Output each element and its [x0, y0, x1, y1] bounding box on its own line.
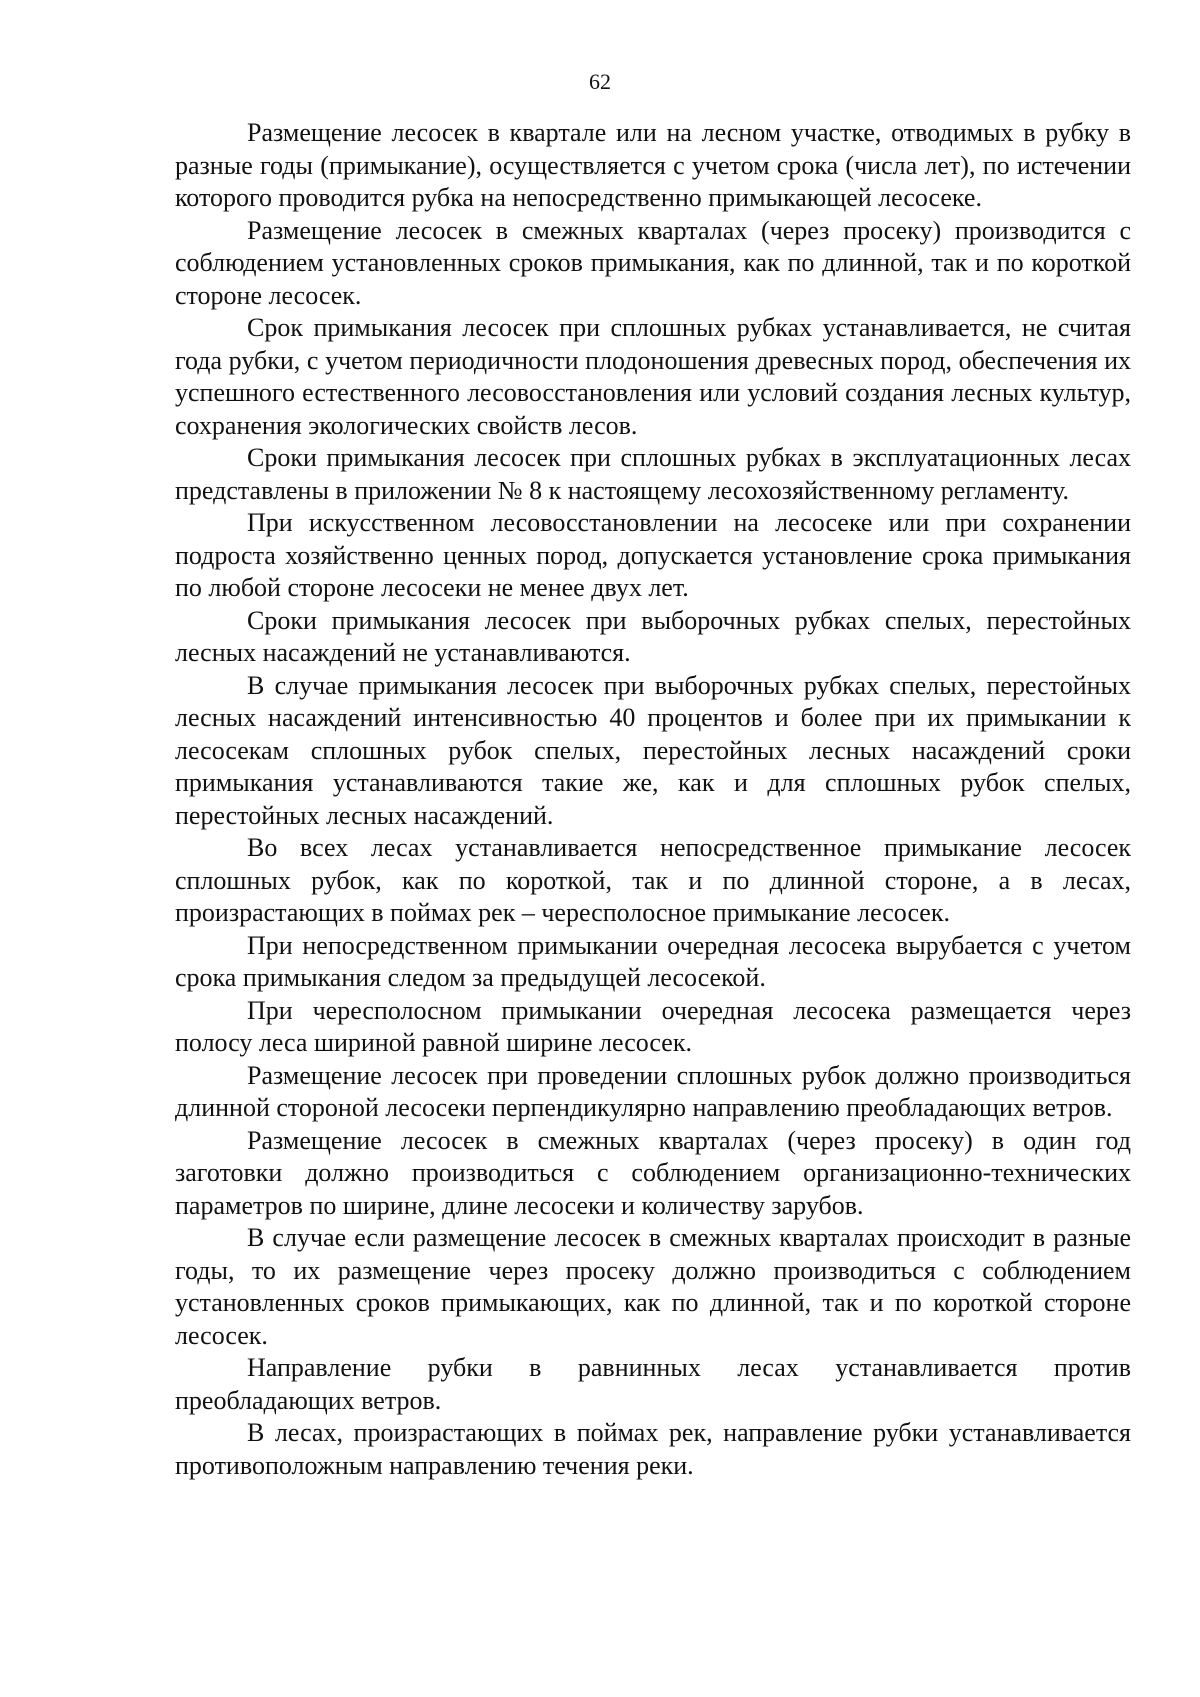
paragraph: Размещение лесосек в квартале или на лесном участке, отводимых в рубку в разные годы (примыкание), осуществляется с учетом срока (числа лет), по истечении которого проводится рубка на непосредственно примыкающей лесосеке. — [175, 118, 1131, 212]
paragraph: Срок примыкания лесосек при сплошных рубках устанавливается, не считая года рубки, с учетом периодичности плодоношения древесных пород, обеспечения их успешного естественного лесовосстановления или условий создания лесных культур, сохранения экологических свойств лесов. — [175, 313, 1131, 440]
paragraph: В лесах, произрастающих в поймах рек, направление рубки устанавливается противоположным направлению течения реки. — [175, 1418, 1131, 1480]
paragraph: В случае примыкания лесосек при выборочных рубках спелых, перестойных лесных насаждений интенсивностью 40 процентов и более при их примыкании к лесосекам сплошных рубок спелых, перестойных лесных насаждений сроки примыкания устанавливаются такие же, как и для сплошных рубок спелых, перестойных лесных насаждений. — [175, 670, 1131, 830]
page-number: 62 — [589, 69, 611, 94]
paragraph: Сроки примыкания лесосек при сплошных рубках в эксплуатационных лесах представлены в приложении № 8 к настоящему лесохозяйственному регламенту. — [175, 443, 1131, 505]
paragraph: При чересполосном примыкании очередная лесосека размещается через полосу леса шириной равной ширине лесосек. — [175, 995, 1131, 1057]
paragraph: В случае если размещение лесосек в смежных кварталах происходит в разные годы, то их размещение через просеку должно производиться с соблюдением установленных сроков примыкающих, как по длинной, так и по короткой стороне лесосек. — [175, 1223, 1131, 1350]
paragraph: При непосредственном примыкании очередная лесосека вырубается с учетом срока примыкания следом за предыдущей лесосекой. — [175, 930, 1131, 992]
paragraph: Направление рубки в равнинных лесах устанавливается против преобладающих ветров. — [175, 1353, 1131, 1415]
paragraph: При искусственном лесовосстановлении на лесосеке или при сохранении подроста хозяйственно ценных пород, допускается установление срока примыкания по любой стороне лесосеки не менее двух лет. — [175, 508, 1131, 602]
paragraph: Сроки примыкания лесосек при выборочных рубках спелых, перестойных лесных насаждений не устанавливаются. — [175, 605, 1131, 667]
paragraph: Размещение лесосек в смежных кварталах (через просеку) производится с соблюдением установленных сроков примыкания, как по длинной, так и по короткой стороне лесосек. — [175, 215, 1131, 310]
paragraph: Размещение лесосек в смежных кварталах (через просеку) в один год заготовки должно производиться с соблюдением организационно-технических параметров по ширине, длине лесосеки и количеству зарубов. — [175, 1125, 1131, 1220]
paragraph: Во всех лесах устанавливается непосредственное примыкание лесосек сплошных рубок, как по короткой, так и по длинной стороне, а в лесах, произрастающих в поймах рек – чересполосное примыкание лесосек. — [175, 833, 1131, 927]
document-body — [175, 117, 1131, 1482]
paragraph: Размещение лесосек при проведении сплошных рубок должно производиться длинной стороной лесосеки перпендикулярно направлению преобладающих ветров. — [175, 1060, 1131, 1122]
